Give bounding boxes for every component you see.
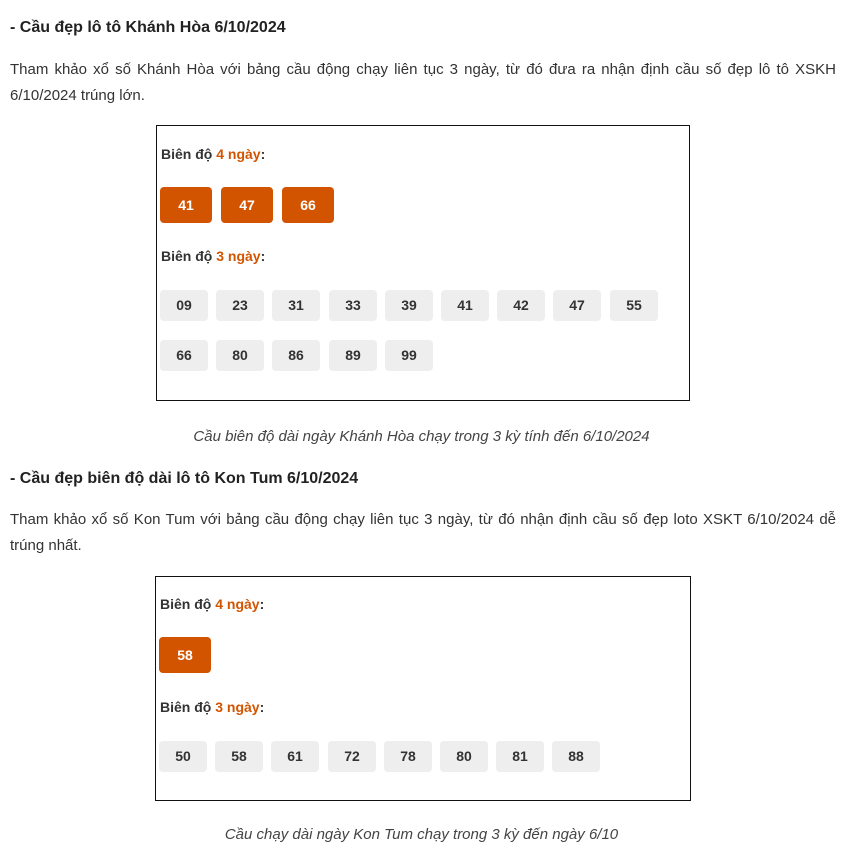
number-chip: 66 — [160, 340, 208, 371]
hot-number-chip: 66 — [282, 187, 334, 223]
number-chip: 33 — [329, 290, 377, 321]
section1-group4-label — [161, 146, 265, 162]
number-chip: 55 — [610, 290, 658, 321]
label-suffix: : — [260, 248, 266, 264]
label-prefix: Biên độ — [160, 699, 212, 715]
section1-heading: - Cầu đẹp lô tô Khánh Hòa 6/10/2024 — [10, 19, 286, 36]
number-chip: 23 — [216, 290, 264, 321]
number-chip: 80 — [216, 340, 264, 371]
hot-number-chip: 47 — [221, 187, 273, 223]
number-chip: 81 — [496, 741, 544, 772]
section1-paragraph: Tham khảo xổ số Khánh Hòa với bảng cầu động chạy liên tục 3 ngày, từ đó đưa ra nhận định cầu số đẹp lô tô XSKH 6/10/2024 trúng lớn. — [10, 61, 836, 104]
label-days: 4 ngày — [216, 146, 261, 162]
label-days: 4 ngày — [215, 596, 260, 612]
hot-number-chip: 41 — [160, 187, 212, 223]
section2-heading: - Cầu đẹp biên độ dài lô tô Kon Tum 6/10/2024 — [10, 470, 359, 487]
section1-box — [156, 125, 690, 401]
number-chip: 50 — [159, 741, 207, 772]
number-chip: 86 — [272, 340, 320, 371]
number-chip: 80 — [440, 741, 488, 772]
section2-paragraph: Tham khảo xổ số Kon Tum với bảng cầu động chạy liên tục 3 ngày, từ đó nhận định cầu số đẹp loto XSKT 6/10/2024 dễ trúng nhất. — [10, 511, 836, 554]
number-chip: 39 — [385, 290, 433, 321]
label-prefix: Biên độ — [161, 146, 213, 162]
number-chip: 31 — [272, 290, 320, 321]
number-chip: 72 — [328, 741, 376, 772]
section1-group3-label — [161, 248, 265, 264]
number-chip: 58 — [215, 741, 263, 772]
label-days: 3 ngày — [216, 248, 261, 264]
label-suffix: : — [260, 146, 266, 162]
section1-caption: Cầu biên độ dài ngày Khánh Hòa chạy trong 3 kỳ tính đến 6/10/2024 — [193, 428, 650, 445]
section2-box — [155, 576, 691, 801]
number-chip: 89 — [329, 340, 377, 371]
section2-group3-label — [160, 699, 264, 715]
number-chip: 41 — [441, 290, 489, 321]
number-chip: 09 — [160, 290, 208, 321]
label-prefix: Biên độ — [161, 248, 213, 264]
number-chip: 78 — [384, 741, 432, 772]
label-prefix: Biên độ — [160, 596, 212, 612]
label-suffix: : — [259, 596, 265, 612]
section2-group4-label — [160, 596, 264, 612]
hot-number-chip: 58 — [159, 637, 211, 673]
number-chip: 47 — [553, 290, 601, 321]
label-suffix: : — [259, 699, 265, 715]
section2-caption: Cầu chạy dài ngày Kon Tum chạy trong 3 kỳ đến ngày 6/10 — [224, 826, 619, 843]
number-chip: 61 — [271, 741, 319, 772]
number-chip: 88 — [552, 741, 600, 772]
number-chip: 42 — [497, 290, 545, 321]
label-days: 3 ngày — [215, 699, 260, 715]
number-chip: 99 — [385, 340, 433, 371]
